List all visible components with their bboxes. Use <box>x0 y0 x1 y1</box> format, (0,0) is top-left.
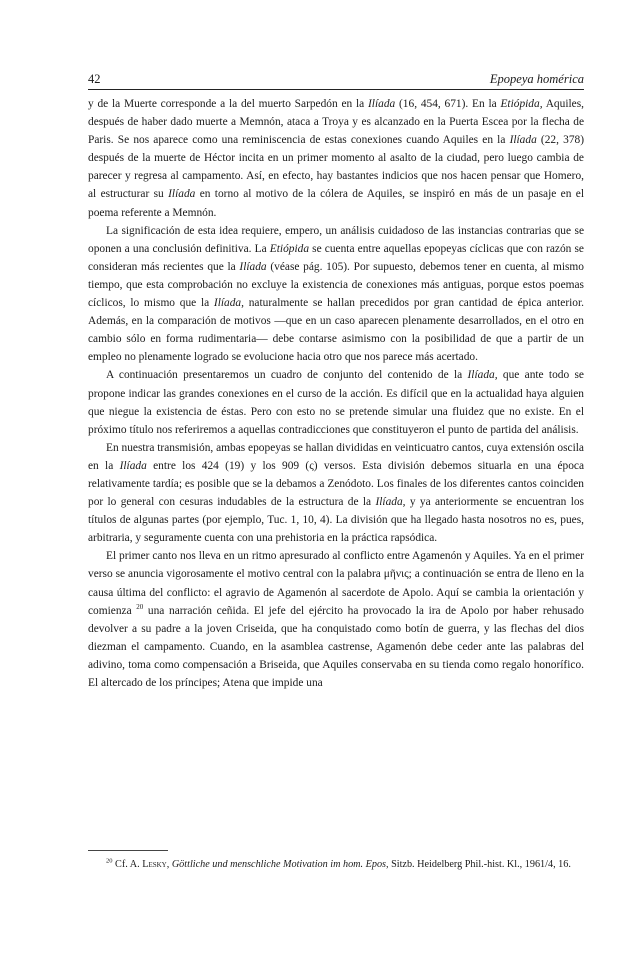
text-run: que ante todo se propone indicar las grandes conexiones en el curso de la acción. Es difícil que en la actualidad haya alguien que niegue la existencia de éstas. Pero con esto no se pretende simular una fluidez que no existe. En el próximo título nos referiremos a aquellas contradicciones que constituyeron el punto de partida del análisis. <box>88 369 584 436</box>
italic-text: Ilíada <box>168 188 196 201</box>
paragraph <box>88 222 584 367</box>
italic-text: Ilíada <box>368 98 396 110</box>
text-run: A continuación presentaremos un cuadro de conjunto del contenido de la <box>106 369 468 382</box>
italic-text: Ilíada <box>239 260 267 273</box>
header-rule <box>88 89 584 90</box>
text-run: y de la Muerte corresponde a la del muerto Sarpedón en la <box>88 98 369 110</box>
italic-text: Ilíada <box>509 134 537 147</box>
text-run: (22, 378) después de la muerte de Héctor incita en un primer momento al asalto de la ciudad, pero luego cambia de parecer y regresa al campamento. Así, en efecto, hay bastantes indicios que nos hacen pensar que Homero, al estructurar su <box>88 134 584 201</box>
body-text <box>88 95 584 692</box>
italic-text: Ilíada, <box>467 369 498 382</box>
running-title: Epopeya homérica <box>489 72 584 86</box>
page-number: 42 <box>88 72 101 86</box>
paragraph <box>88 366 584 438</box>
text-run: El primer canto nos lleva en un ritmo apresurado al conflicto entre Agamenón y Aquiles. Ya en el primer verso se anuncia vigorosamente el motivo central con la palabra μῆνις; a continuación se entra de lleno en la causa última del conflicto: el agravio de Agamenón al sacerdote de Apolo. Aquí se cambia la orientación y comienza <box>88 550 584 617</box>
text-run: entre los 424 (19) y los 909 (ς) versos. Esta división debemos situarla en una época relativamente tardía; es posible que se la debamos a Zenódoto. Los finales de los diferentes cantos coinciden por lo general con cesuras indudables de la estructura de la <box>88 459 585 509</box>
paragraph <box>88 439 584 548</box>
text-run: en torno al motivo de la cólera de Aquiles, se inspiró en más de un pasaje en el poema referente a Memnón. <box>88 188 585 219</box>
text-run: una narración ceñida. El jefe del ejército ha provocado la ira de Apolo por haber rehusado devolver a su padre a la joven Criseida, que ha conquistado como botín de guerra, y las flechas del dios diezman el campamento. Cuando, en la asamblea castrense, Agamenón debe ceder ante las palabras del adivino, toma como compensación a Briseida, que Aquiles conservaba en su tienda como regalo honorífico. El altercado de los príncipes; Atena que impide una <box>88 604 584 689</box>
author-name: Lesky, <box>142 859 170 870</box>
page-header <box>88 72 584 88</box>
text-run: En nuestra transmisión, ambas epopeyas se hallan divididas en veinticuatro cantos, cuya extensión oscila en la <box>88 441 584 472</box>
italic-text: Ilíada <box>119 459 147 472</box>
text-run: Cf. A. <box>112 859 143 870</box>
footnote-marker: 20 <box>136 602 144 611</box>
paragraph <box>88 95 584 222</box>
italic-text: Etiópida <box>269 242 310 255</box>
text-run: y ya anteriormente se encuentran los títulos de algunas partes (por ejemplo, Tuc. 1, 10, 4). La división que ha llegado hasta nosotros no es, pues, arbitraria, y seguramente cuenta con una prehistoria en la práctica rapsódica. <box>88 496 584 545</box>
text-run: se cuenta entre aquellas epopeyas cíclicas que con razón se consideran más recientes que la <box>88 242 584 273</box>
italic-text: Ilíada, <box>213 297 244 310</box>
italic-text: Ilíada, <box>375 496 406 509</box>
text-run: Aquiles, después de haber dado muerte a Memnón, ataca a Troya y es alcanzado en la Puerta Escea por la flecha de Paris. Se nos aparece como una reminiscencia de estas conexiones cuando Aquiles en la <box>88 98 584 147</box>
text-run: (véase pág. 105). Por supuesto, debemos tener en cuenta, al mismo tiempo, que esta comprobación no excluye la existencia de conexiones más antiguas, porque estos poemas cíclicos, lo mismo que la <box>88 260 584 310</box>
text-run: naturalmente se hallan precedidos por gran cantidad de épica anterior. Además, en la comparación de motivos —que en un caso aparecen plenamente desarrollados, en el otro en cambio sólo en forma rudimentaria— debe contarse asimismo con la posibilidad de que a partir de un empleo no plenamente logrado se evolucione hacia otro que nos parece más acertado. <box>88 297 584 364</box>
footnote-20 <box>88 856 584 873</box>
footnote-rule <box>88 850 168 851</box>
text-run: Sitzb. Heidelberg Phil.-hist. Kl., 1961/4, 16. <box>388 859 571 870</box>
italic-text: Etiópida, <box>500 98 543 110</box>
italic-text: Göttliche und menschliche Motivation im hom. Epos, <box>171 859 389 870</box>
text-run: La significación de esta idea requiere, empero, un análisis cuidadoso de las instancias contrarias que se oponen a una conclusión definitiva. La <box>88 224 584 255</box>
paragraph <box>88 547 584 692</box>
footnote-marker: 20 <box>106 857 113 865</box>
text-run: (16, 454, 671). En la <box>395 98 501 110</box>
